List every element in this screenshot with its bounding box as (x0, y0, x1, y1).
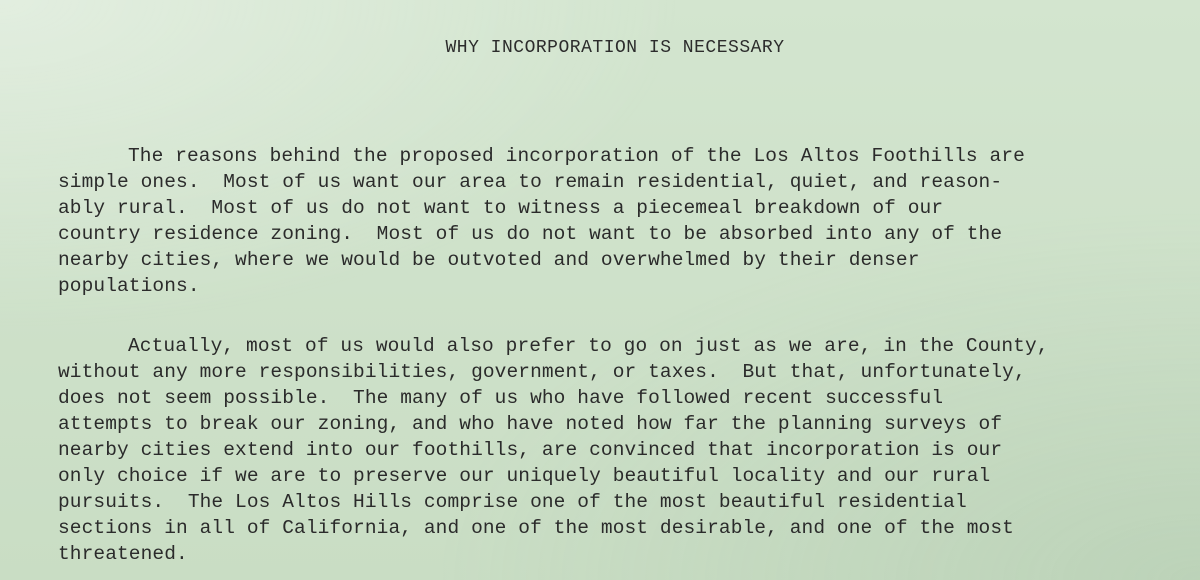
text-line: pursuits. The Los Altos Hills comprise one of the most beautiful residential (58, 491, 967, 513)
text-line: simple ones. Most of us want our area to remain residential, quiet, and reason- (58, 171, 1003, 193)
text-line: only choice if we are to preserve our uniquely beautiful locality and our rural (58, 465, 991, 487)
text-line: without any more responsibilities, government, or taxes. But that, unfortunately, (58, 361, 1026, 383)
paragraph-1 (58, 143, 1188, 299)
document-title: WHY INCORPORATION IS NECESSARY (445, 38, 785, 58)
text-line: sections in all of California, and one of the most desirable, and one of the most (58, 517, 1014, 539)
paragraph-2 (58, 333, 1188, 567)
text-line: threatened. (58, 543, 188, 565)
text-line: populations. (58, 275, 200, 297)
text-line: ably rural. Most of us do not want to witness a piecemeal breakdown of our (58, 197, 944, 219)
text-line: country residence zoning. Most of us do not want to be absorbed into any of the (58, 223, 1003, 245)
text-line: attempts to break our zoning, and who have noted how far the planning surveys of (58, 413, 1003, 435)
text-line: The reasons behind the proposed incorporation of the Los Altos Foothills are (128, 145, 1025, 167)
text-line: nearby cities extend into our foothills, are convinced that incorporation is our (58, 439, 1003, 461)
text-line: Actually, most of us would also prefer to go on just as we are, in the County, (128, 335, 1049, 357)
text-line: does not seem possible. The many of us who have followed recent successful (58, 387, 944, 409)
text-line: nearby cities, where we would be outvoted and overwhelmed by their denser (58, 249, 920, 271)
